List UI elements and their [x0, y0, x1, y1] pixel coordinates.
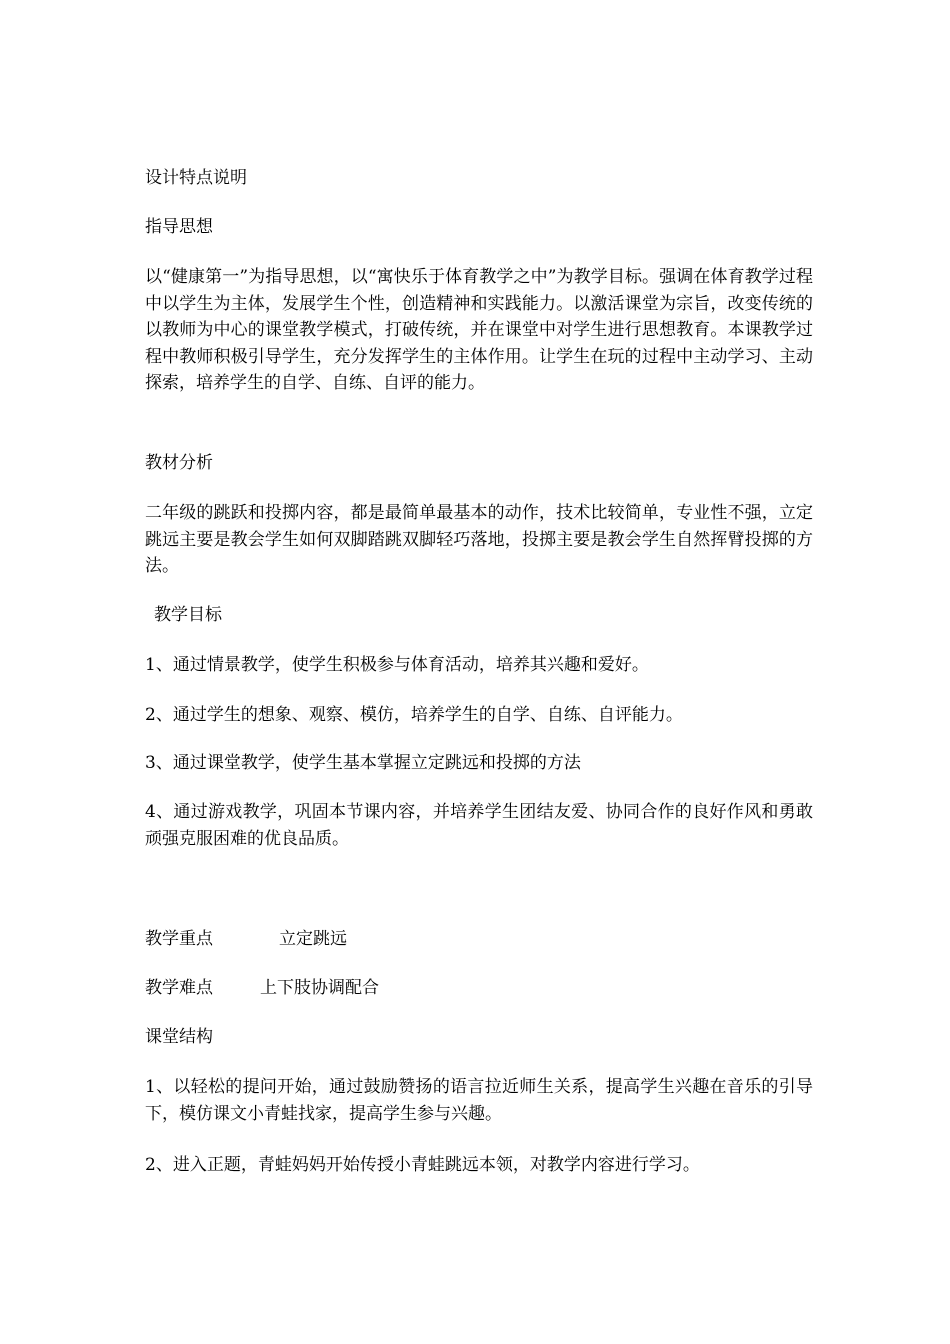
goals-heading: 教学目标 [154, 605, 222, 625]
goal-item: 1、通过情景教学，使学生积极参与体育活动，培养其兴趣和爱好。 [145, 655, 649, 675]
document-title: 设计特点说明 [145, 168, 247, 188]
structure-item: 1、以轻松的提问开始，通过鼓励赞扬的语言拉近师生关系，提高学生兴趣在音乐的引导下，模仿课文小青蛙找家，提高学生参与兴趣。 [145, 1077, 813, 1124]
material-paragraph: 二年级的跳跃和投掷内容，都是最简单最基本的动作，技术比较简单，专业性不强，立定跳远主要是教会学生如何双脚踏跳双脚轻巧落地，投掷主要是教会学生自然挥臂投掷的方法。 [145, 503, 813, 576]
guiding-heading: 指导思想 [145, 217, 213, 237]
guiding-paragraph: 以“健康第一”为指导思想，以“寓快乐于体育教学之中”为教学目标。强调在体育教学过程中以学生为主体，发展学生个性，创造精神和实践能力。以激活课堂为宗旨，改变传统的以教师为中心的课堂教学模式，打破传统，并在课堂中对学生进行思想教育。本课教学过程中教师积极引导学生，充分发挥学生的主体作用。让学生在玩的过程中主动学习、主动探索，培养学生的自学、自练、自评的能力。 [145, 267, 813, 393]
material-heading: 教材分析 [145, 453, 213, 473]
difficulty-label: 教学难点 [145, 978, 213, 998]
goal-item: 3、通过课堂教学，使学生基本掌握立定跳远和投掷的方法 [145, 753, 581, 773]
goal-item: 2、通过学生的想象、观察、模仿，培养学生的自学、自练、自评能力。 [145, 705, 683, 725]
structure-heading: 课堂结构 [145, 1027, 213, 1047]
goal-item: 4、通过游戏教学，巩固本节课内容，并培养学生团结友爱、协同合作的良好作风和勇敢顽强克服困难的优良品质。 [145, 802, 813, 849]
key-point-label: 教学重点 [145, 929, 213, 949]
structure-item: 2、进入正题，青蛙妈妈开始传授小青蛙跳远本领，对教学内容进行学习。 [145, 1155, 700, 1175]
difficulty-value: 上下肢协调配合 [260, 978, 379, 998]
key-point-value: 立定跳远 [279, 929, 347, 949]
